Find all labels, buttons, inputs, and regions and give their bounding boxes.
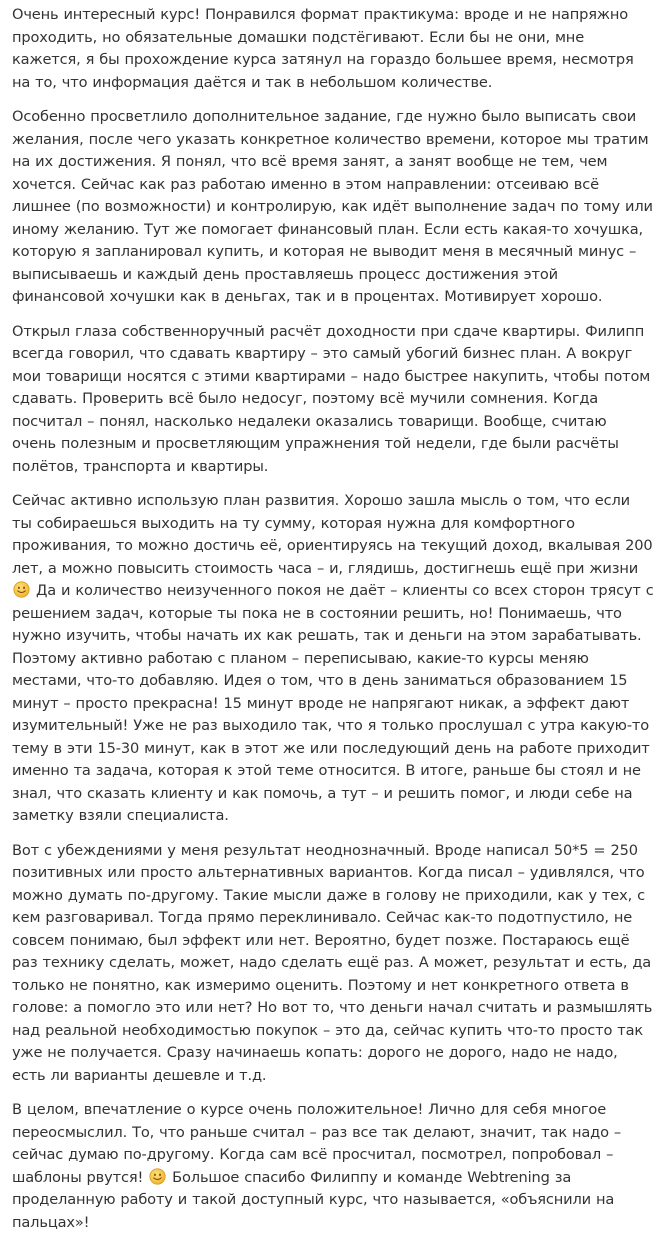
review-paragraph-3: Открыл глаза собственноручный расчёт доходности при сдаче квартиры. Филипп всегда говорил, что сдавать квартиру – это самый убогий бизнес план. А вокруг мои товарищи носятся с этими квартирами – надо быстрее накупить, чтобы потом сдавать. Проверить всё было недосуг, поэтому всё мучили сомнения. Когда посчитал – понял, насколько недалеки оказались товарищи. Вообще, считаю очень полезным и просветляющим упражнения той недели, где были расчёты полётов, транспорта и квартиры. [12,322,651,475]
review-paragraph-2: Особенно просветлило дополнительное задание, где нужно было выписать свои желания, после чего указать конкретное количество времени, которое мы тратим на их достижения. Я понял, что всё время занят, а занят вообще не тем, чем хочется. Сейчас как раз работаю именно в этом направлении: отсеиваю всё лишнее (по возможности) и контролирую, как идёт выполнение задач по тому или иному желанию. Тут же помогает финансовый план. Если есть какая-то хочушка, которую я запланировал купить, и которая не выводит меня в месячный минус – выписываешь и каждый день проставляешь процесс достижения этой финансовой хочушки как в деньгах, так и в процентах. Мотивирует хорошо. [12,108,653,305]
review-paragraph-5: Вот с убеждениями у меня результат неоднозначный. Вроде написал 50*5 = 250 позитивных или просто альтернативных вариантов. Когда писал – удивлялся, что можно думать по-другому. Такие мысли даже в голову не приходили, как у тех, с кем разговаривал. Тогда прямо переклинивало. Сейчас как-то подотпустило, не совсем понимаю, был эффект или нет. Вероятно, будет позже. Постараюсь ещё раз технику сделать, может, надо сделать ещё раз. А может, результат и есть, да только не понятно, как измеримо оценить. Поэтому и нет конкретного ответа в голове: а помогло это или нет? Но вот то, что деньги начал считать и размышлять над реальной необходимостью покупок – это да, сейчас купить что-то просто так уже не получается. Сразу начинаешь копать: дорого не дорого, надо не надо, есть ли варианты дешевле и т.д. [12,841,653,1084]
review-paragraph-4 [12,490,654,828]
review-paragraph-4-text-a: Сейчас активно использую план развития. Хорошо зашла мысль о том, что если ты собираешься выходить на ту сумму, которая нужна для комфортного проживания, то можно достичь её, ориентируясь на текущий доход, вкалывая 200 лет, а можно повысить стоимость часа – и, глядишь, достигнешь ещё при жизни [12,492,653,577]
smiling-face-icon [13,581,30,598]
review-paragraph-4-text-b: Да и количество неизученного покоя не даёт – клиенты со всех сторон трясут с решением задач, которые ты пока не в состоянии решить, но! Понимаешь, что нужно изучить, чтобы начать их как решать, так и деньги на этом зарабатывать. Поэтому активно работаю с планом – переписываю, какие-то курсы меняю местами, что-то добавляю. Идея о том, что в день заниматься образованием 15 минут – просто прекрасна! 15 минут вроде не напрягают никак, а эффект дают изумительный! Уже не раз выходило так, что я только прослушал с утра какую-то тему в эти 15-30 минут, как в этот же или последующий день на работе приходит именно та задача, которая к этой теме относится. В итоге, раньше бы стоял и не знал, что сказать клиенту и как помочь, а тут – и решить помог, и люди себе на заметку взяли специалиста. [12,582,654,824]
smiling-face-icon [149,1168,166,1185]
review-paragraph-1: Очень интересный курс! Понравился формат практикума: вроде и не напряжно проходить, но обязательные домашки подстёгивают. Если бы не они, мне кажется, я бы прохождение курса затянул на гораздо большее время, несмотря на то, что информация даётся и так в небольшом количестве. [12,6,634,91]
review-paragraph-6 [12,1099,654,1234]
review-paragraph-6-text-b: Большое спасибо Филиппу и команде Webtrening за проделанную работу и такой доступный курс, что называется, «объяснили на пальцах»! [12,1168,615,1231]
review-paragraph-6-text-a: В целом, впечатление о курсе очень положительное! Лично для себя многое переосмыслил. То, что раньше считал – раз все так делают, значит, так надо – сейчас думаю по-другому. Когда сам всё просчитал, посмотрел, попробовал – шаблоны рвутся! [12,1101,622,1186]
